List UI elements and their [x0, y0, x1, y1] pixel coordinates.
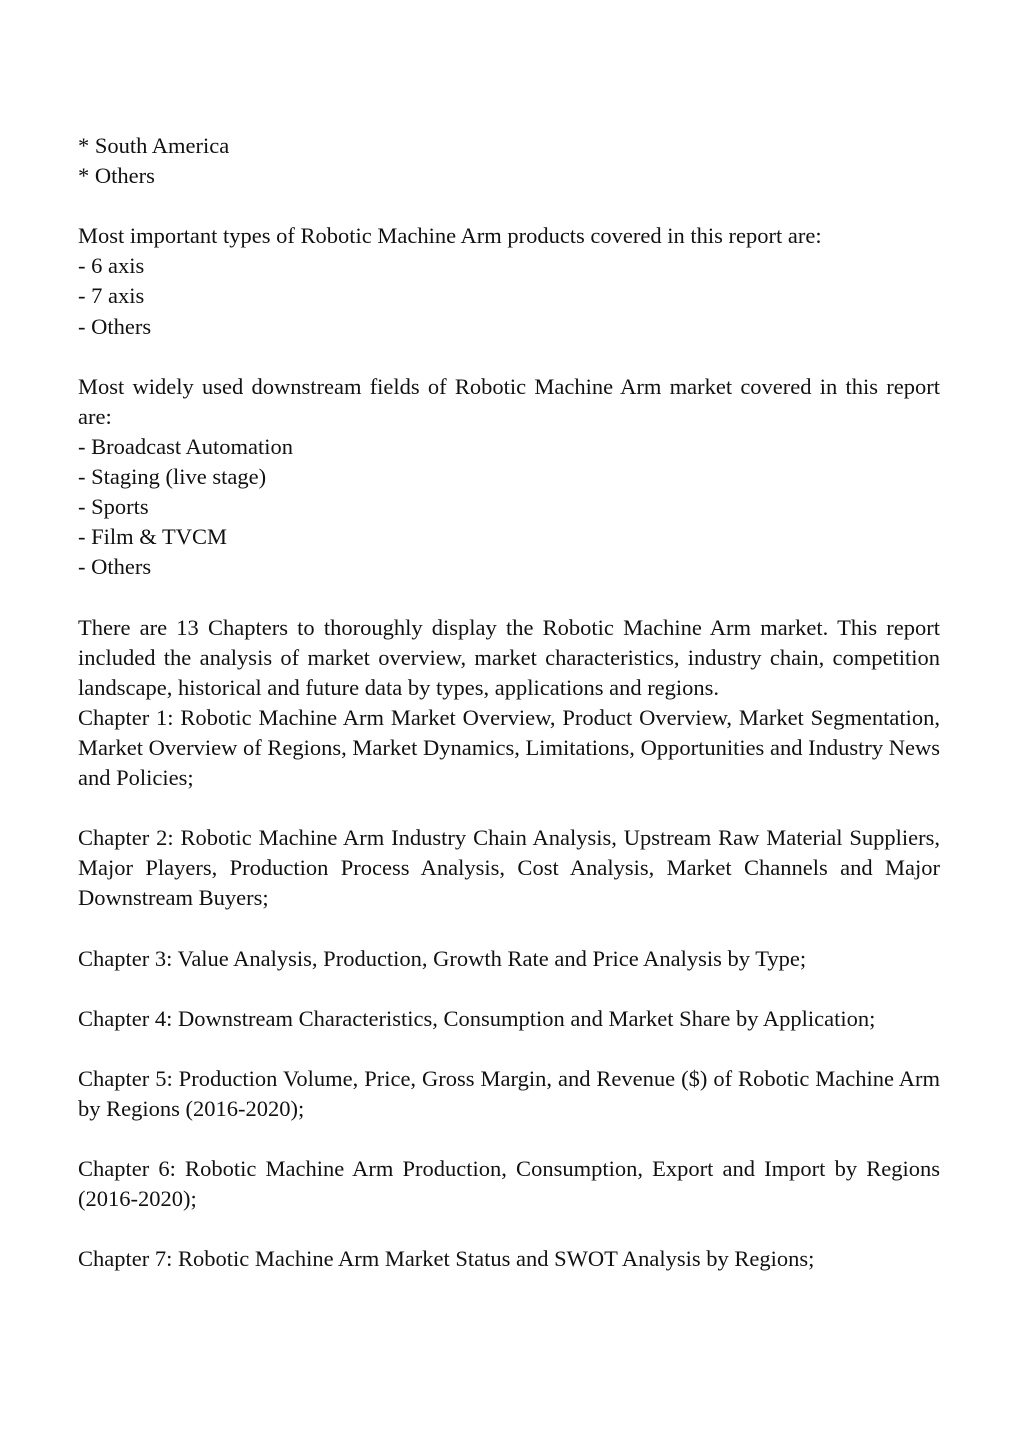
field-list-item: - Staging (live stage): [78, 464, 267, 490]
chapters-intro: There are 13 Chapters to thoroughly display the Robotic Machine Arm market. This report included the analysis of market overview, market characteristics, industry chain, competition landscape, historical and future data by types, applications and regions.: [78, 614, 940, 700]
type-list-item: - 7 axis: [78, 283, 145, 309]
paragraph-gap: [78, 582, 940, 612]
type-list-item: - 6 axis: [78, 253, 145, 279]
paragraph-gap: [78, 1124, 940, 1154]
chapter-5: Chapter 5: Production Volume, Price, Gross Margin, and Revenue ($) of Robotic Machine Arm by Regions (2016-2020);: [78, 1065, 940, 1121]
paragraph-gap: [78, 1214, 940, 1244]
fields-intro: Most widely used downstream fields of Robotic Machine Arm market covered in this report are:: [78, 373, 940, 429]
chapter-3: Chapter 3: Value Analysis, Production, Growth Rate and Price Analysis by Type;: [78, 945, 807, 971]
chapter-1: Chapter 1: Robotic Machine Arm Market Overview, Product Overview, Market Segmentation, Market Overview of Regions, Market Dynamics, Limitations, Opportunities and Industry News and Policies;: [78, 704, 940, 790]
paragraph-gap: [78, 974, 940, 1004]
region-list-item: * South America: [78, 133, 230, 158]
paragraph-gap: [78, 793, 940, 823]
document-page: [78, 131, 940, 1275]
field-list-item: - Sports: [78, 494, 149, 520]
type-list-item: - Others: [78, 313, 152, 339]
chapter-6: Chapter 6: Robotic Machine Arm Production, Consumption, Export and Import by Regions (2016-2020);: [78, 1156, 940, 1212]
chapter-4: Chapter 4: Downstream Characteristics, Consumption and Market Share by Application;: [78, 1005, 876, 1031]
paragraph-gap: [78, 191, 940, 221]
chapter-2: Chapter 2: Robotic Machine Arm Industry Chain Analysis, Upstream Raw Material Suppliers, Major Players, Production Process Analysis, Cost Analysis, Market Channels and Major Downstream Buyers;: [78, 825, 940, 911]
chapter-7: Chapter 7: Robotic Machine Arm Market Status and SWOT Analysis by Regions;: [78, 1246, 815, 1272]
paragraph-gap: [78, 342, 940, 372]
field-list-item: - Film & TVCM: [78, 524, 227, 550]
paragraph-gap: [78, 913, 940, 943]
field-list-item: - Broadcast Automation: [78, 433, 293, 459]
field-list-item: - Others: [78, 554, 152, 580]
region-list-item: * Others: [78, 163, 155, 189]
paragraph-gap: [78, 1034, 940, 1064]
types-intro: Most important types of Robotic Machine Arm products covered in this report are:: [78, 223, 822, 249]
